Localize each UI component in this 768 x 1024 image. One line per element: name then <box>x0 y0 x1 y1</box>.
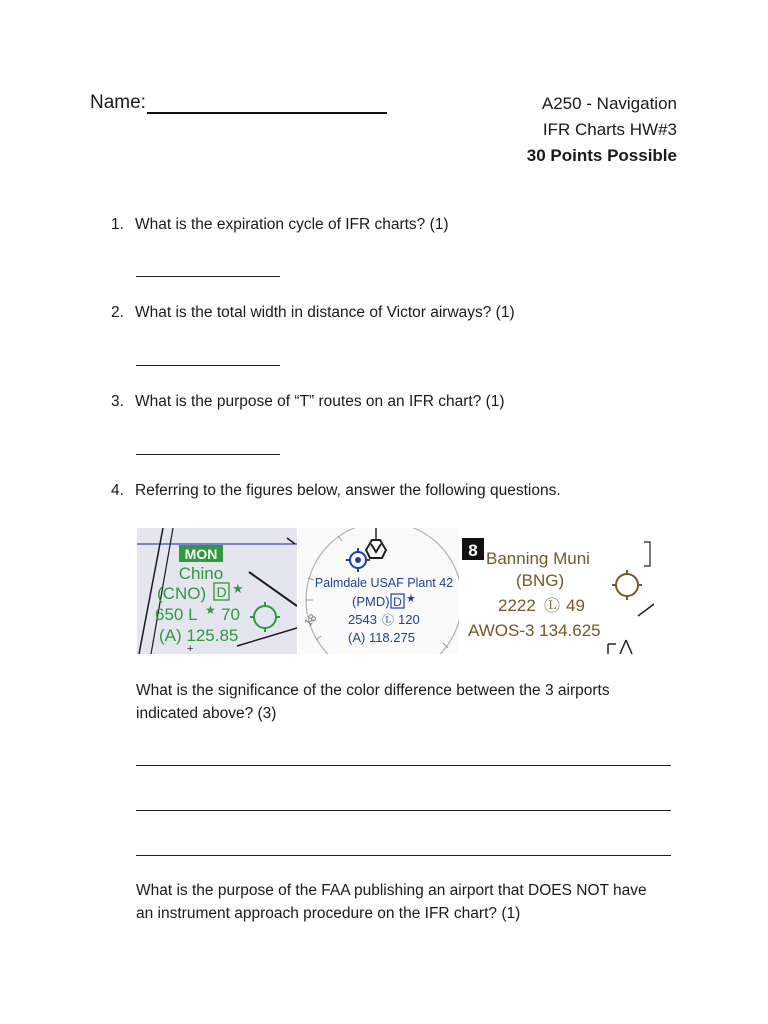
points-possible: 30 Points Possible <box>526 146 677 165</box>
answer-line-color-3[interactable] <box>136 855 671 856</box>
chino-id: (CNO) <box>157 584 207 603</box>
question-4 <box>111 479 561 502</box>
answer-line-3[interactable] <box>136 454 280 455</box>
palmdale-runway: 120 <box>398 612 420 627</box>
palmdale-lighting-icon: Ⓛ <box>382 613 395 627</box>
chino-frequency: (A) 125.85 <box>159 626 239 645</box>
banning-number: 8 <box>468 541 478 560</box>
sub-question-line: What is the significance of the color difference between the 3 airports <box>136 682 610 699</box>
assignment-title: IFR Charts HW#3 <box>542 120 677 139</box>
banning-frequency: AWOS-3 134.625 <box>468 621 601 640</box>
palmdale-star-icon: ★ <box>406 593 416 605</box>
name-label: Name: <box>90 92 146 113</box>
answer-line-2[interactable] <box>136 365 280 366</box>
palmdale-elevation: 2543 <box>348 612 377 627</box>
sub-question-line: an instrument approach procedure on the IFR chart? (1) <box>136 905 521 922</box>
sub-question-line: indicated above? (3) <box>136 705 277 722</box>
question-number: 1. <box>111 216 124 233</box>
question-text: What is the purpose of “T” routes on an IFR chart? (1) <box>135 393 505 410</box>
name-answer-line[interactable] <box>147 112 387 114</box>
chino-runway: 70 <box>221 605 240 624</box>
chino-star-icon: ★ <box>232 581 244 596</box>
sub-question-line: What is the purpose of the FAA publishing an airport that DOES NOT have <box>136 882 647 899</box>
course-title: A250 - Navigation <box>541 94 677 113</box>
banning-airport-figure <box>460 528 654 654</box>
question-3 <box>111 390 505 413</box>
sub-question-faa <box>136 879 696 925</box>
banning-name: Banning Muni <box>486 549 590 568</box>
palmdale-id: (PMD) <box>352 594 390 609</box>
sub-question-color <box>136 679 696 725</box>
palmdale-box: D <box>393 595 402 609</box>
chino-name: Chino <box>178 564 224 583</box>
chino-elevation: 650 L <box>155 605 198 624</box>
question-text: Referring to the figures below, answer the following questions. <box>135 482 561 499</box>
banning-lighting-icon: Ⓛ <box>544 598 561 615</box>
question-text: What is the total width in distance of Victor airways? (1) <box>135 304 515 321</box>
palmdale-frequency: (A) 118.275 <box>348 630 415 645</box>
answer-line-1[interactable] <box>136 276 280 277</box>
question-number: 2. <box>111 304 124 321</box>
answer-line-color-2[interactable] <box>136 810 671 811</box>
chino-tag: MON <box>184 546 218 562</box>
chino-box: D <box>216 584 227 600</box>
question-2 <box>111 301 515 324</box>
answer-line-color-1[interactable] <box>136 765 671 766</box>
compass-mark-icon: 18 <box>302 611 320 630</box>
banning-elevation: 2222 <box>498 596 536 615</box>
question-1 <box>111 213 449 236</box>
palmdale-name: Palmdale USAF Plant 42 <box>314 576 454 590</box>
chino-lighting-star-icon: ★ <box>205 603 216 617</box>
chino-airport-figure <box>137 528 297 654</box>
question-number: 4. <box>111 482 124 499</box>
plus-mark-icon: + <box>187 643 194 654</box>
banning-runway: 49 <box>566 596 585 615</box>
banning-id: (BNG) <box>516 571 565 590</box>
question-number: 3. <box>111 393 124 410</box>
palmdale-airport-figure <box>298 528 459 654</box>
question-text: What is the expiration cycle of IFR charts? (1) <box>135 216 449 233</box>
